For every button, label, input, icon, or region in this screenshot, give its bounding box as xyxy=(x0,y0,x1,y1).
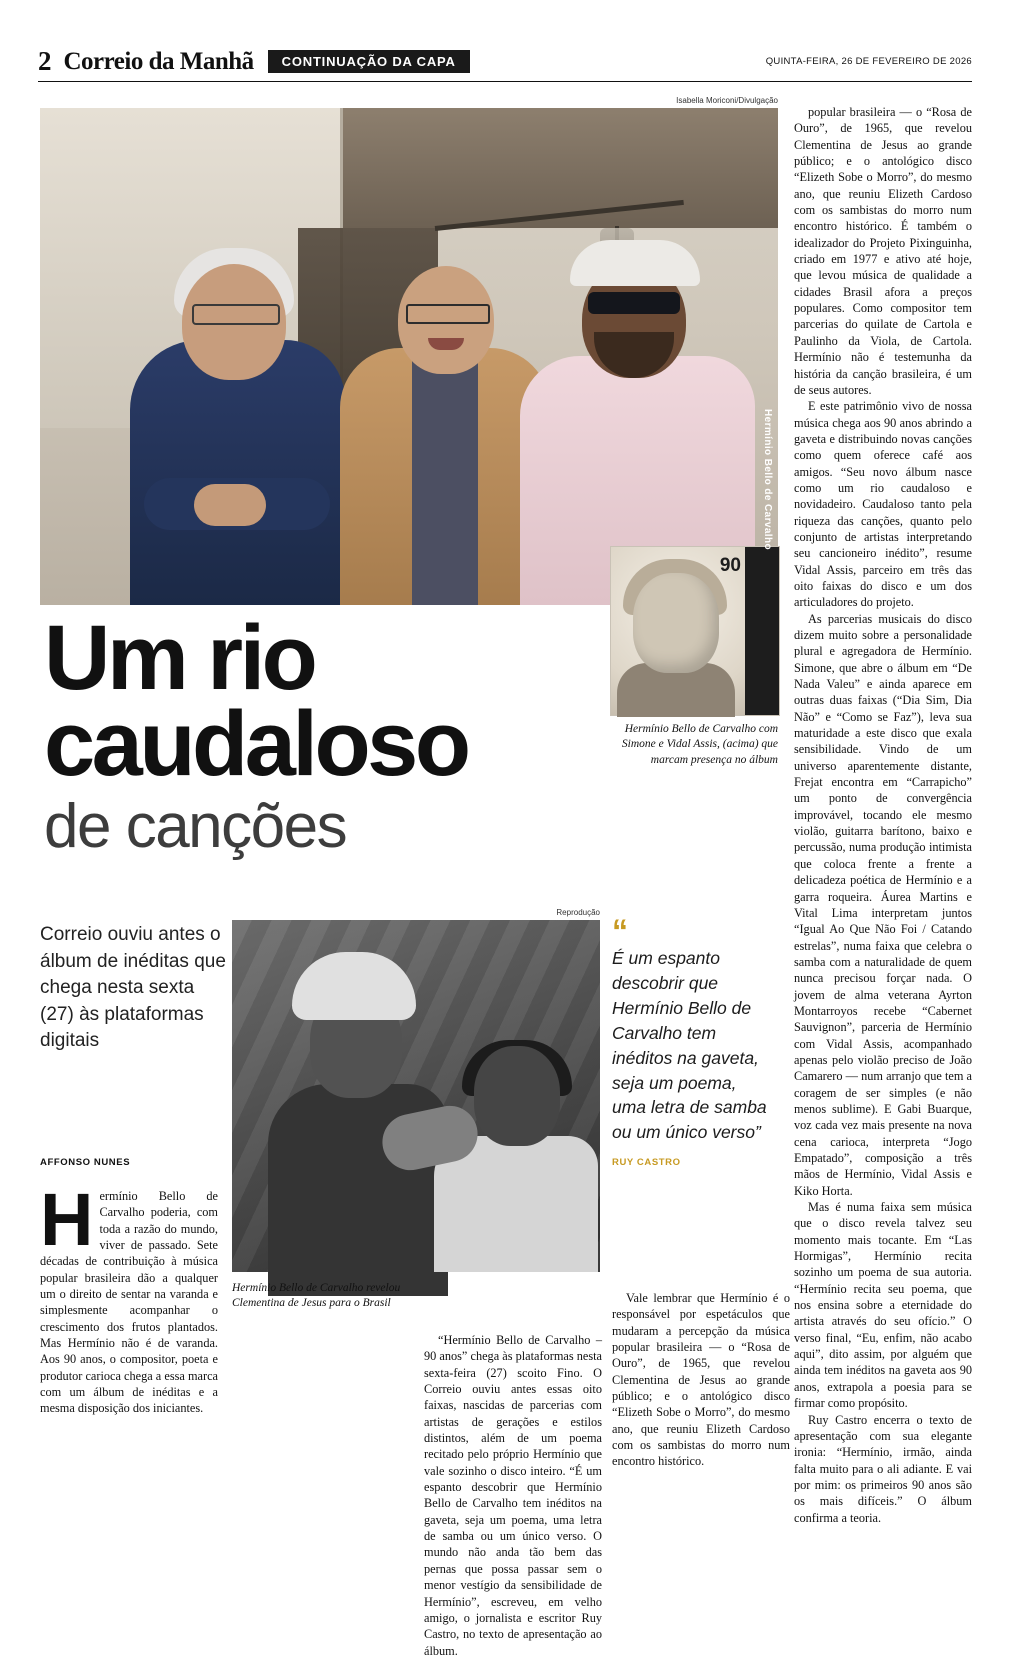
article-paragraph: ermínio Bello de Carvalho poderia, com toda a razão do mundo, viver de passado. Sete décadas de contribuição à música popular brasileira dão a qualquer um o direito de sentar na varanda e simplesmente acompanhar o crescimento dos frutos plantados. Mas Hermínio não é de varanda. Aos 90 anos, o compositor, poeta e produtor carioca chega a essa marca com um álbum de inéditas e a mesma disposição dos iniciantes. xyxy=(40,1189,218,1416)
article-column-2 xyxy=(424,1332,602,1659)
secondary-photo-credit: Reprodução xyxy=(556,908,600,917)
headline-line-2: caudaloso xyxy=(44,692,468,795)
article-paragraph: popular brasileira — o “Rosa de Ouro”, de 1965, que revelou Clementina de Jesus ao grande público; e o antológico disco “Elizeth Sobe o Morro”, do mesmo ano, que reuniu Elizeth Cardoso com os sambistas do morro num encontro histórico. É também o idealizador do Projeto Pixinguinha, criado em 1977 e ativo até hoje, que levou música de qualidade a cidades Brasil afora a preços populares. Como compositor tem parcerias do quilate de Cartola e Paulinho da Viola, de Cartola. Hermínio não é testemunha da história da canção brasileira, é um de seus autores. xyxy=(794,105,972,397)
person-simone xyxy=(340,238,550,605)
article-paragraph: Vale lembrar que Hermínio é o responsável por espetáculos que mudaram a percepção da música popular brasileira — o “Rosa de Ouro”, de 1965, que revelou Clementina de Jesus ao grande público; e o antológico disco “Elizeth Sobe o Morro”, do mesmo ano, que reuniu Elizeth Cardoso com os sambistas do morro num encontro histórico. xyxy=(612,1291,790,1469)
secondary-photo xyxy=(232,920,600,1272)
drop-cap: H xyxy=(40,1178,94,1261)
paper-name: Correio da Manhã xyxy=(63,47,254,75)
headline-line-1: Um rio xyxy=(44,607,315,709)
standfirst: Correio ouviu antes o álbum de inéditas que chega nesta sexta (27) às plataformas digitais xyxy=(40,924,226,1052)
article-paragraph: As parcerias musicais do disco dizem muito sobre a personalidade plural e agregadora de Hermínio. Simone, que abre o álbum em “De Nada Valeu” e ainda aparece em outras duas faixas (“Dia Sim, Dia Não” e “Como se Faz”), leva sua maturidade a este disco que exala sensibilidade. Vindo de um universo aparentemente distante, Frejat encontra em “Carrapicho” um ponto de convergência improvável, tocando ele mesmo violão, guitarra barítono, baixo e percussão, numa produção intimista que coloca frente a frente a delicadeza poética de Hermínio e a garra roqueira. Áurea Martins e Vital Lima interpretam juntos “Igual Ao Que Não Foi / Catando estrelas”, numa faixa que celebra o samba com a naturalidade de quem nunca precisou forçar nada. O jovem de alma veterana Ayrton Montarroyos recebe “Cabernet Sauvignon”, parceria de Hermínio com Vidal Assis, acompanhado apenas pelo violão preciso de João Camarero — num arranjo que tem a coragem de ser simples (e não menos sublime). E Gabi Buarque, voz cada vez mais presente na nova cena carioca, interpreta “Jogo Empatado”, composição a três mãos de Hermínio, Vidal Assis e Kiko Horta. xyxy=(794,611,972,1198)
pull-quote-author: RUY CASTRO xyxy=(612,1157,681,1169)
article-column-4 xyxy=(794,104,972,1525)
masthead xyxy=(38,44,972,78)
album-caption: Hermínio Bello de Carvalho com Simone e Vidal Assis, (acima) que marcam presença no álbum xyxy=(621,723,778,766)
pull-quote-text: É um espanto descobrir que Hermínio Bello de Carvalho tem inéditos na gaveta, seja um poema, uma letra de samba ou um único verso” xyxy=(612,948,767,1143)
article-paragraph: Mas é numa faixa sem música que o disco revela talvez seu momento mais tocante. Em “Las Hormigas”, Hermínio recita sozinho um poema de sua autoria. “Hermínio recita seu poema, que nos ensina sobre a eternidade do artista através do seu ofício.” O verso final, “Eu, enfim, não acabo aqui”, dito assim, por alguém que ainda tem inéditos na gaveta aos 90 anos, extrapola a poesia para se firmar como propósito. xyxy=(794,1200,972,1411)
article-paragraph: “Hermínio Bello de Carvalho – 90 anos” chega às plataformas nesta sexta-feira (27) scoito Fino. O Correio ouviu antes essas oito faixas, nascidas de parcerias com artistas de gerações e estilos distintos, além de um poema recitado pelo próprio Hermínio que vale sozinho o disco inteiro. “É um espanto descobrir que Hermínio Bello de Carvalho tem inéditos na gaveta, seja um poema, uma letra de samba ou um único verso. O mundo não anda tão bem das pernas que possa passar sem o menor vestígio da sensibilidade de Hermínio”, escreveu, em velho amigo, o jornalista e escritor Ruy Castro, no texto de apresentação ao álbum. xyxy=(424,1333,602,1658)
article-paragraph: E este patrimônio vivo de nossa música chega aos 90 anos abrindo a gaveta e distribuindo novas canções como quem oferece café aos amigos. “Seu novo álbum nasce como um rio caudaloso e novidadeiro. Caudaloso tanto pela riqueza das canções, quanto pelo conjunto de artistas interpretando seu cancioneiro inédito”, resume Vidal Assis, parceiro em três das oito faixas do disco e um dos articuladores do projeto. xyxy=(794,399,972,610)
headline-line-3: de canções xyxy=(44,792,347,862)
main-photo-credit: Isabella Moriconi/Divulgação xyxy=(676,96,778,105)
secondary-photo-caption: Hermínio Bello de Carvalho revelou Clementina de Jesus para o Brasil xyxy=(232,1282,401,1310)
page-number: 2 xyxy=(38,45,52,76)
section-tag: CONTINUAÇÃO DA CAPA xyxy=(268,50,470,73)
album-spine-title: Hermínio Bello de Carvalho xyxy=(762,409,773,550)
article-column-3 xyxy=(612,1290,790,1470)
main-photo xyxy=(40,108,778,605)
page-title xyxy=(44,607,664,862)
issue-date: QUINTA-FEIRA, 26 DE FEVEREIRO DE 2026 xyxy=(765,55,972,67)
article-column-1 xyxy=(40,1178,218,1417)
quote-mark-icon: “ xyxy=(612,913,628,949)
byline: AFFONSO NUNES xyxy=(40,1157,131,1168)
album-badge-90: 90 xyxy=(719,555,741,576)
article-paragraph: Ruy Castro encerra o texto de apresentação com sua elegante ironia: “Hermínio, irmão, ainda falta muito para o ali adiante. E vai por mim: os primeiros 90 anos são os mais difíceis.” O álbum confirma a teoria. xyxy=(794,1412,972,1525)
person-herminio xyxy=(130,248,345,605)
header-divider xyxy=(38,81,972,82)
pull-quote xyxy=(612,913,772,1169)
